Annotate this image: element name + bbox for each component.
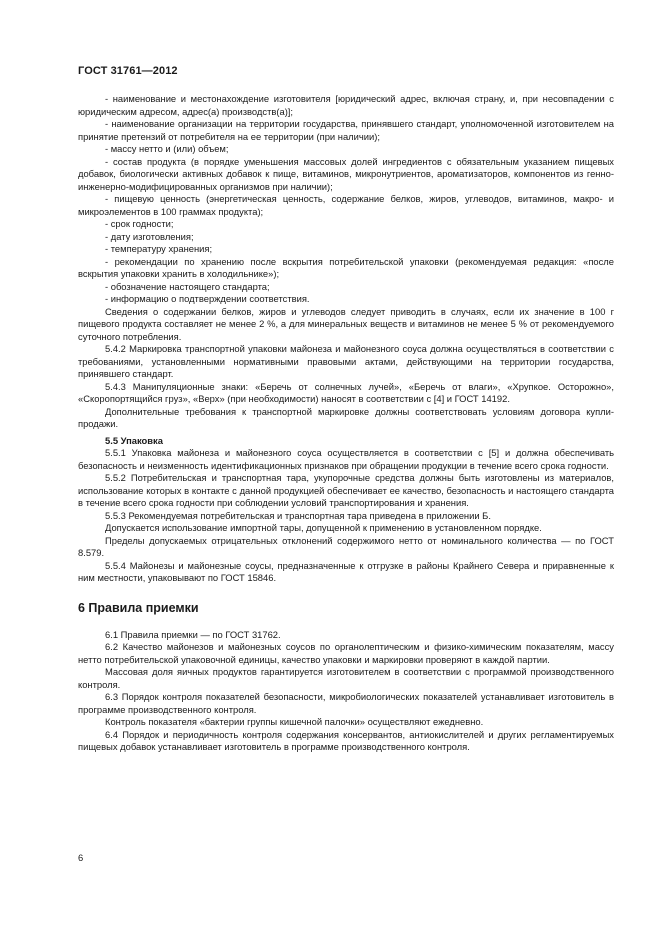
section5-paragraphs-b — [78, 447, 614, 585]
paragraph: 5.5.4 Майонезы и майонезные соусы, предназначенные к отгрузке в районы Крайнего Севера и приравненные к ним местности, упаковывают по ГОСТ 15846. — [78, 559, 614, 583]
paragraph: 6.4 Порядок и периодичность контроля содержания консервантов, антиокислителей и других регламентируемых пищевых добавок устанавливает изготовитель в программе производственного контроля. — [78, 728, 614, 752]
paragraph: - наименование и местонахождение изготовителя [юридический адрес, включая страну, и, при несовпадении с юридическим адресом, адрес(а) производств(а)]; — [78, 93, 614, 117]
paragraph: Допускается использование импортной тары, допущенной к применению в установленном порядке. — [105, 522, 542, 533]
paragraph: 6.3 Порядок контроля показателей безопасности, микробиологических показателей устанавливает изготовитель в программе производственного контроля. — [78, 691, 614, 715]
paragraph: 5.5.3 Рекомендуемая потребительская и транспортная тара приведена в приложении Б. — [105, 509, 491, 521]
paragraph: Контроль показателя «бактерии группы кишечной палочки» осуществляют ежедневно. — [105, 716, 484, 727]
paragraph: 5.4.3 Манипуляционные знаки: «Беречь от солнечных лучей», «Беречь от влаги», «Хрупкое. Осторожно», «Скоропортящийся груз», «Верх» (при необходимости) наносят в соответствии с [4] и ГОСТ 14192. — [78, 380, 614, 404]
paragraph: - пищевую ценность (энергетическая ценность, содержание белков, жиров, углеводов, витаминов, макро- и микроэлементов в 100 граммах продукта); — [78, 193, 614, 217]
page-number: 6 — [78, 852, 84, 863]
paragraph: - температуру хранения; — [105, 243, 213, 254]
document-body — [78, 93, 614, 754]
paragraph: 6.2 Качество майонезов и майонезных соусов по органолептическим и физико-химическим показателям, массу нетто потребительской упаковочной единицы, качество упаковки и маркировки проверяют в каждой партии. — [78, 641, 614, 665]
paragraph: - дату изготовления; — [105, 230, 194, 242]
paragraph: - срок годности; — [105, 218, 174, 229]
paragraph: - наименование организации на территории государства, принявшего стандарт, уполномоченной изготовителем на принятие претензий от потребителя на ее территории (при наличии); — [78, 118, 614, 142]
paragraph: 5.4.2 Маркировка транспортной упаковки майонеза и майонезного соуса должна осуществляться в соответствии с требованиями, установленными нормативными правовыми актами, действующими на территории государства, принявшего стандарт. — [78, 343, 614, 379]
paragraph: 5.5.1 Упаковка майонеза и майонезного соуса осуществляется в соответствии с [5] и должна обеспечивать безопасность и неизменность идентификационных признаков при обращении продукции в течение всего срока годности. — [78, 447, 614, 471]
paragraph: - обозначение настоящего стандарта; — [105, 280, 270, 292]
paragraph: - рекомендации по хранению после вскрытия потребительской упаковки (рекомендуемая редакция: «после вскрытия упаковки хранить в холодильнике»); — [78, 255, 614, 279]
paragraph: Сведения о содержании белков, жиров и углеводов следует приводить в случаях, если их значение в 100 г пищевого продукта составляет не менее 2 %, а для минеральных веществ и витаминов не менее 5 % от рекомендуемого суточного потребления. — [78, 305, 614, 342]
paragraph: 6.1 Правила приемки — по ГОСТ 31762. — [105, 628, 281, 640]
paragraph: - информацию о подтверждении соответствия. — [105, 293, 310, 304]
section6-paragraphs — [78, 629, 614, 754]
paragraph: - состав продукта (в порядке уменьшения массовых долей ингредиентов с обязательным указанием пищевых добавок, биологически активных добавок к пище, витаминов, микронутриентов, ароматизаторов, компонентов из генно-инженерно-модифицированных организмов при наличии); — [78, 155, 614, 192]
paragraph: 5.5.2 Потребительская и транспортная тара, укупорочные средства должны быть изготовлены из материалов, использование которых в контакте с данной продукцией обеспечивает ее качество, безопасность и настоящего стандарта в течение всего срока годности при соблюдении условий транспортирования и хранения. — [78, 472, 614, 508]
document-header: ГОСТ 31761—2012 — [78, 65, 178, 77]
paragraph: Пределы допускаемых отрицательных отклонений содержимого нетто от номинального количества — по ГОСТ 8.579. — [78, 534, 614, 558]
paragraph: - массу нетто и (или) объем; — [105, 143, 229, 154]
paragraph: Массовая доля яичных продуктов гарантируется изготовителем в соответствии с программой производственного контроля. — [78, 666, 614, 690]
subsection-5-5-title: 5.5 Упаковка — [105, 434, 163, 446]
paragraph: Дополнительные требования к транспортной маркировке должны соответствовать условиям договора купли-продажи. — [78, 405, 614, 429]
section-6-title: 6 Правила приемки — [78, 600, 199, 615]
section5-paragraphs-a — [78, 93, 614, 431]
